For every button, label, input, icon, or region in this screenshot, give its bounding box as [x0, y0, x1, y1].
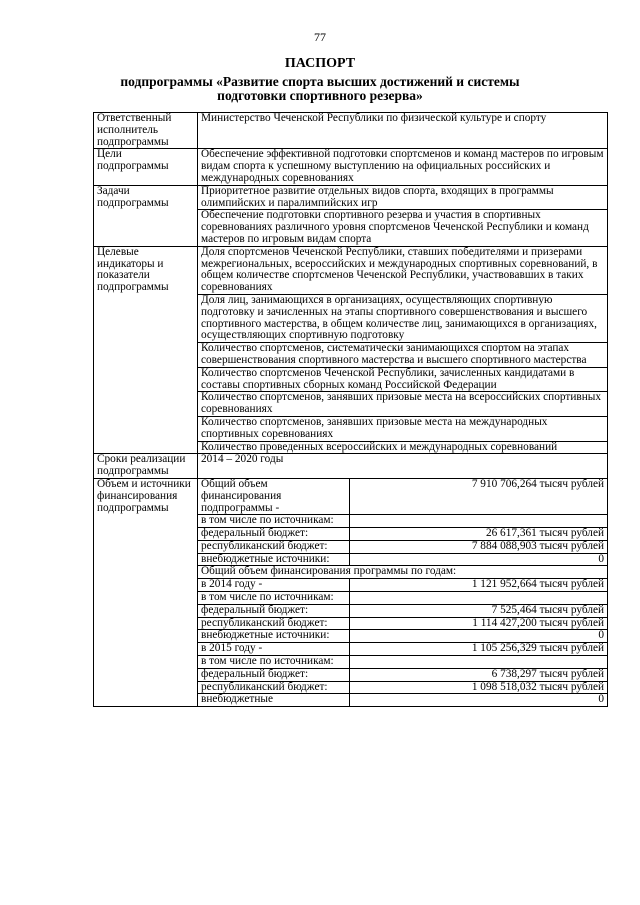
indicator-item: Количество спортсменов, занявших призовые места на всероссийских спортивных соревнованиях	[198, 392, 608, 417]
y2015-value: 1 105 256,329 тысяч рублей	[350, 643, 608, 656]
funding-republic-value: 7 884 088,903 тысяч рублей	[350, 540, 608, 553]
y2015-republic-label: республиканский бюджет:	[198, 681, 350, 694]
y2015-label: в 2015 году -	[198, 643, 350, 656]
goals-value: Обеспечение эффективной подготовки спортсменов и команд мастеров по игровым видам спорта к успешному выступлению на официальных российских и международных соревнованиях	[198, 149, 608, 185]
passport-table	[93, 112, 608, 707]
document-title: ПАСПОРТ	[284, 56, 356, 71]
y2015-federal-value: 6 738,297 тысяч рублей	[350, 668, 608, 681]
goals-label: Цели подпрограммы	[94, 149, 198, 185]
funding-republic-label: республиканский бюджет:	[198, 540, 350, 553]
funding-total-value: 7 910 706,264 тысяч рублей	[350, 478, 608, 514]
row-funding	[94, 478, 608, 514]
executor-label: Ответственный исполнитель подпрограммы	[94, 113, 198, 149]
indicator-item: Количество спортсменов Чеченской Республики, зачисленных кандидатами в составы спортивных сборных команд Российской Федерации	[198, 367, 608, 392]
funding-label: Объем и источники финансирования подпрограммы	[94, 478, 198, 706]
row-tasks	[94, 185, 608, 210]
indicator-item: Количество спортсменов, занявших призовые места на международных спортивных соревнованиях	[198, 416, 608, 441]
y2014-sources-label: в том числе по источникам:	[198, 592, 350, 605]
funding-sources-label: в том числе по источникам:	[198, 515, 350, 528]
row-executor	[94, 113, 608, 149]
funding-extra-label: внебюджетные источники:	[198, 553, 350, 566]
executor-value: Министерство Чеченской Республики по физической культуре и спорту	[198, 113, 608, 149]
task-item: Обеспечение подготовки спортивного резерва и участия в спортивных соревнованиях различного уровня спортсменов Чеченской Республики и команд мастеров по игровым видам спорта	[198, 210, 608, 246]
y2014-republic-value: 1 114 427,200 тысяч рублей	[350, 617, 608, 630]
y2015-extra-value: 0	[350, 694, 608, 707]
row-indicators	[94, 246, 608, 294]
task-item: Приоритетное развитие отдельных видов спорта, входящих в программы олимпийских и паралимпийских игр	[198, 185, 608, 210]
y2015-republic-value: 1 098 518,032 тысяч рублей	[350, 681, 608, 694]
funding-federal-value: 26 617,361 тысяч рублей	[350, 528, 608, 541]
indicator-item: Доля спортсменов Чеченской Республики, ставших победителями и призерами межрегиональных, всероссийских и международных спортивных соревнований, в общем количестве спортсменов Чеченской Республики, участвовавших в таких соревнованиях	[198, 246, 608, 294]
tasks-label: Задачи подпрограммы	[94, 185, 198, 246]
y2014-extra-label: внебюджетные источники:	[198, 630, 350, 643]
indicators-label: Целевые индикаторы и показатели подпрограммы	[94, 246, 198, 454]
y2015-extra-label: внебюджетные	[198, 694, 350, 707]
y2015-sources-label: в том числе по источникам:	[198, 656, 350, 669]
y2014-federal-value: 7 525,464 тысяч рублей	[350, 604, 608, 617]
row-terms	[94, 454, 608, 479]
row-goals	[94, 149, 608, 185]
indicator-item: Количество спортсменов, систематически занимающихся спортом на этапах совершенствования спортивного мастерства и высшего спортивного мастерства	[198, 343, 608, 368]
y2014-extra-value: 0	[350, 630, 608, 643]
y2014-value: 1 121 952,664 тысяч рублей	[350, 579, 608, 592]
indicator-item: Доля лиц, занимающихся в организациях, осуществляющих спортивную подготовку и зачисленных на этапы спортивного совершенствования и высшего спортивного мастерства, в общем количестве лиц, занимающихся в организациях, осуществляющих спортивную подготовку	[198, 294, 608, 342]
y2014-republic-label: республиканский бюджет:	[198, 617, 350, 630]
document-subtitle: подпрограммы «Развитие спорта высших достижений и системы подготовки спортивного резерва»	[120, 74, 520, 103]
funding-federal-label: федеральный бюджет:	[198, 528, 350, 541]
funding-extra-value: 0	[350, 553, 608, 566]
funding-by-years-label: Общий объем финансирования программы по годам:	[198, 566, 608, 579]
indicator-item: Количество проведенных всероссийских и международных соревнований	[198, 441, 608, 454]
terms-label: Сроки реализации подпрограммы	[94, 454, 198, 479]
y2014-label: в 2014 году -	[198, 579, 350, 592]
page-number: 77	[314, 30, 326, 44]
y2015-federal-label: федеральный бюджет:	[198, 668, 350, 681]
terms-value: 2014 – 2020 годы	[198, 454, 608, 479]
funding-total-label: Общий объем финансирования подпрограммы -	[198, 478, 350, 514]
y2014-federal-label: федеральный бюджет:	[198, 604, 350, 617]
